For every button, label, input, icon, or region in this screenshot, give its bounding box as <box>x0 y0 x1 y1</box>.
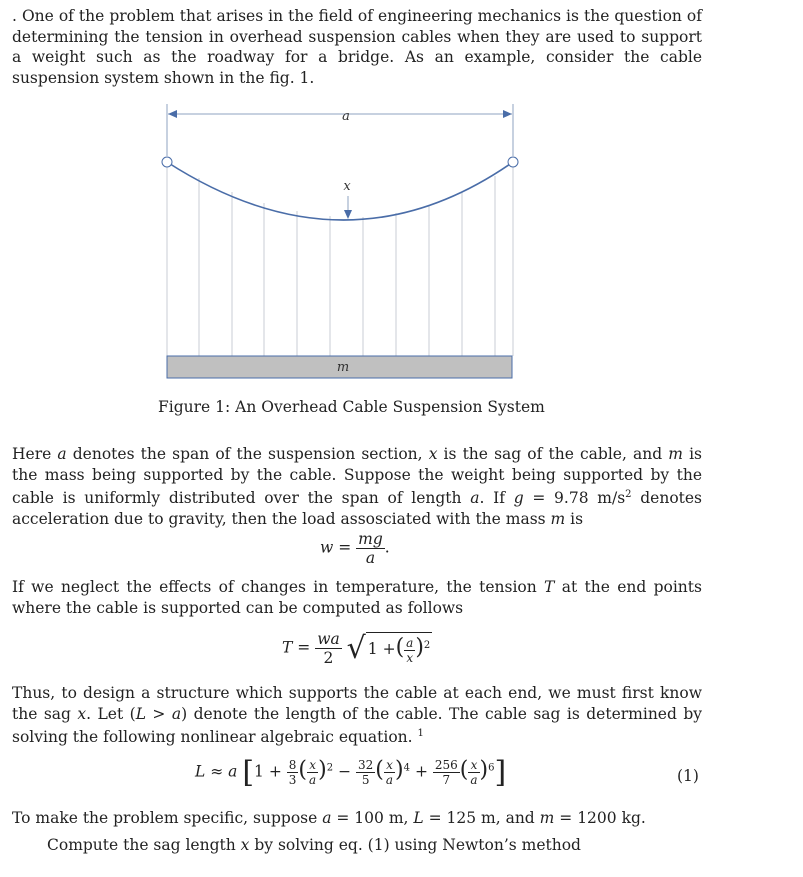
cable-suspension-figure <box>150 100 530 385</box>
equation-load: w = $\frac{mg}{a}$ . <box>320 530 390 567</box>
equation-tension: T = $\frac{wa}{2}$ √ 1 +( $\frac{a}{x}$ )$^2$ <box>282 630 431 667</box>
task-paragraph: Compute the sag length x by solving eq. (1) using Newton’s method <box>47 836 581 854</box>
intro-lead: . <box>12 7 22 25</box>
mass-label: m <box>336 360 350 375</box>
span-label: a <box>342 109 350 124</box>
intro-text: One of the problem that arises in the field of engineering mechanics is the question of determining the tension in overhead suspension cables when they are used to support a weight such as the roadway for a bridge. As an example, consider the cable suspension system shown in the fig. 1. <box>12 7 702 87</box>
span-arrow-left <box>168 110 177 118</box>
tension-paragraph: If we neglect the effects of changes in temperature, the tension T at the end points where the cable is supported can be computed as follows <box>12 578 702 617</box>
sag-label: x <box>343 179 351 194</box>
equation-number: (1) <box>677 767 699 785</box>
span-arrow-right <box>503 110 512 118</box>
intro-paragraph <box>12 6 702 88</box>
footnote-mark: 1 <box>417 728 424 740</box>
definitions-paragraph: Here a denotes the span of the suspension section, x is the sag of the cable, and m is the mass being supported by the cable. Suppose the weight being supported by the cable is uniformly distributed over the span of length a. If g = 9.78 $m/s^2$ denotes acceleration due to gravity, then the load assosciated with the mass m is <box>12 445 703 528</box>
support-left <box>162 157 172 167</box>
cable-curve <box>167 162 513 220</box>
equation-cable-length: L ≈ a [1 + $\frac{8}{3}$ ( $\frac{x}{a}$ )$^2$ − $\frac{32}{5}$ ( $\frac{x}{a}$ )$^4$ + $\frac{256}{7}$ ( $\frac{x}{a}$ )$^6$] <box>195 755 507 790</box>
sqrt-radicand: 1 +( $\frac{a}{x}$ )$^2$ <box>366 632 433 665</box>
figure-caption: Figure 1: An Overhead Cable Suspension System <box>158 398 545 416</box>
sag-paragraph: Thus, to design a structure which supports the cable at each end, we must first know the sag x. Let (L > a) denote the length of the cable. The cable sag is determined by solving the following nonlinear algebraic equation. $^1$ <box>12 684 703 747</box>
sqrt-sign: √ <box>346 631 366 666</box>
values-paragraph: To make the problem specific, suppose a = 100 m, L = 125 m, and m = 1200 kg. <box>12 809 646 827</box>
support-right <box>508 157 518 167</box>
sag-arrow-head <box>344 210 352 219</box>
